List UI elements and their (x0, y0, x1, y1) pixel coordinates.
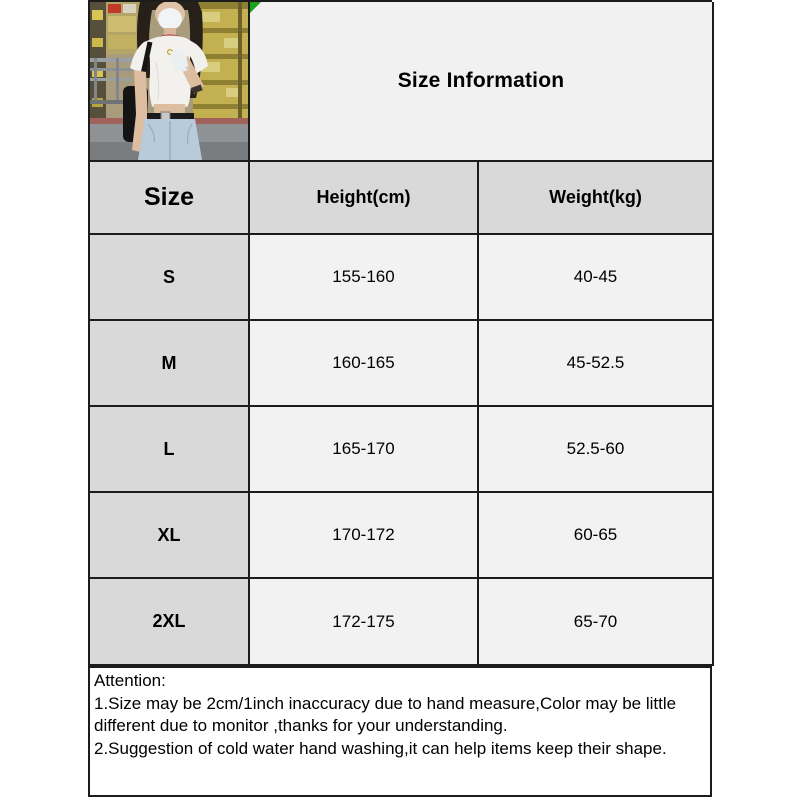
column-header-size: Size (90, 162, 250, 235)
row-2xl-weight-value: 65-70 (479, 579, 714, 666)
row-l-height-value: 165-170 (250, 407, 479, 493)
green-corner-marker-icon (250, 2, 261, 13)
product-photo (90, 2, 250, 162)
row-m-weight-value: 45-52.5 (479, 321, 714, 407)
row-s-weight-value: 40-45 (479, 235, 714, 321)
row-s-height-value: 155-160 (250, 235, 479, 321)
product-photo-illustration (90, 2, 248, 160)
attention-title: Attention: (94, 671, 166, 690)
row-2xl-height-value: 172-175 (250, 579, 479, 666)
row-s-size-label: S (90, 235, 250, 321)
row-l-weight-value: 52.5-60 (479, 407, 714, 493)
row-xl-height-value: 170-172 (250, 493, 479, 579)
size-table (88, 0, 712, 666)
column-header-weight: Weight(kg) (479, 162, 714, 235)
attention-note-line: 2.Suggestion of cold water hand washing,it can help items keep their shape. (94, 738, 667, 758)
row-xl-size-label: XL (90, 493, 250, 579)
attention-note-line: different due to monitor ,thanks for your understanding. (94, 716, 508, 735)
banner-title: Size Information (397, 69, 565, 92)
column-header-height: Height(cm) (250, 162, 479, 235)
row-m-size-label: M (90, 321, 250, 407)
row-l-size-label: L (90, 407, 250, 493)
size-chart-sheet (88, 0, 712, 797)
row-m-height-value: 160-165 (250, 321, 479, 407)
attention-box (88, 666, 712, 797)
size-information-banner (250, 2, 714, 162)
row-xl-weight-value: 60-65 (479, 493, 714, 579)
row-2xl-size-label: 2XL (90, 579, 250, 666)
attention-note-line: 1.Size may be 2cm/1inch inaccuracy due to hand measure,Color may be little (94, 693, 677, 713)
